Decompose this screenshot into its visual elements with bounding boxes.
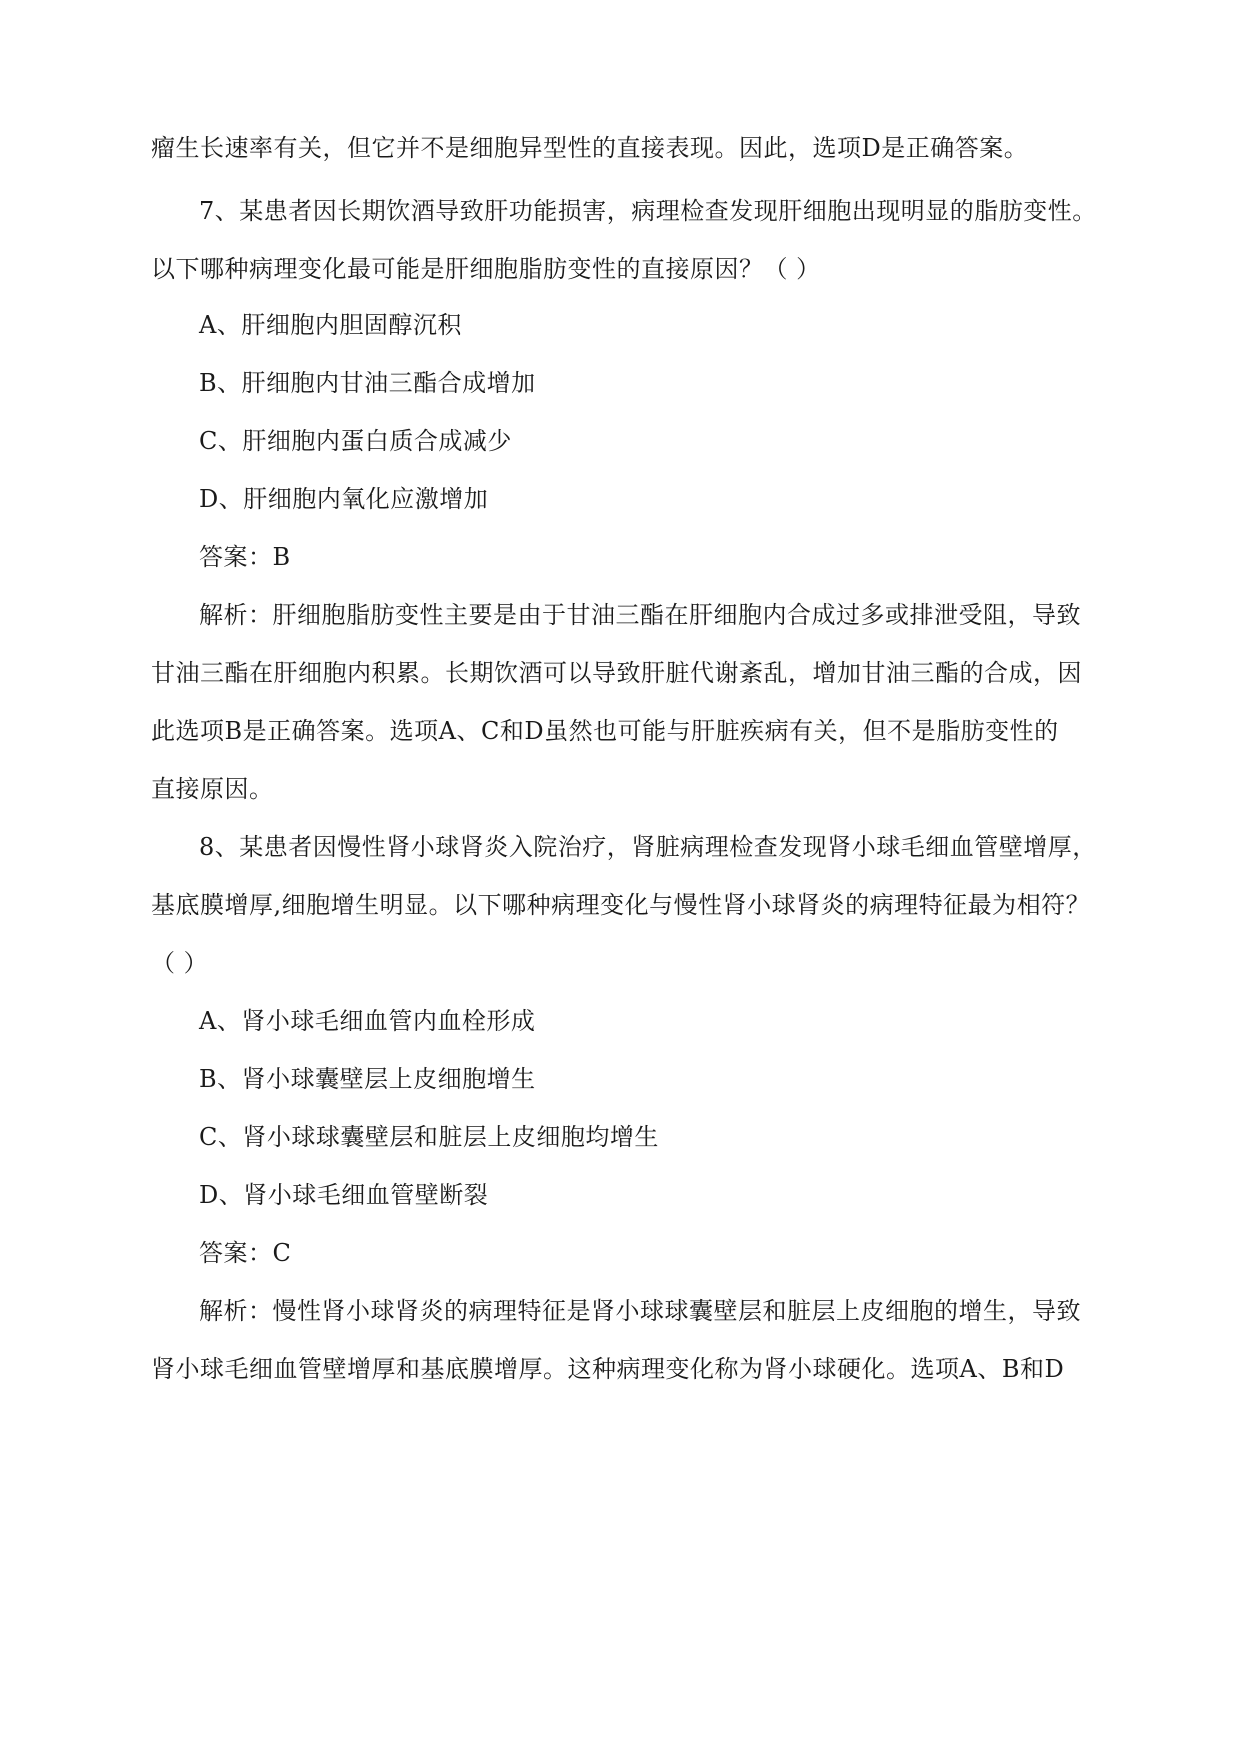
- question-8-option-d: D、肾小球毛细血管壁断裂: [199, 1181, 489, 1209]
- question-7-analysis-line-4: 直接原因。: [151, 775, 274, 803]
- question-8-option-c: C、肾小球球囊壁层和脏层上皮细胞均增生: [199, 1123, 659, 1151]
- question-8-analysis-line-2: 肾小球毛细血管壁增厚和基底膜增厚。这种病理变化称为肾小球硬化。选项A、B和D: [151, 1355, 1065, 1383]
- question-8-analysis-line-1: 解析：慢性肾小球肾炎的病理特征是肾小球球囊壁层和脏层上皮细胞的增生，导致: [199, 1297, 1081, 1325]
- question-7-option-b: B、肝细胞内甘油三酯合成增加: [199, 369, 536, 397]
- question-8-option-a: A、肾小球毛细血管内血栓形成: [199, 1007, 536, 1035]
- question-7-option-d: D、肝细胞内氧化应激增加: [199, 485, 489, 513]
- question-8-stem-line-1: 8、某患者因慢性肾小球肾炎入院治疗，肾脏病理检查发现肾小球毛细血管壁增厚，: [199, 833, 1097, 861]
- question-8-stem-line-3: （ ）: [151, 949, 209, 977]
- question-7-stem-line-1: 7、某患者因长期饮酒导致肝功能损害，病理检查发现肝细胞出现明显的脂肪变性。: [199, 197, 1097, 225]
- question-7-option-a: A、肝细胞内胆固醇沉积: [199, 311, 462, 339]
- continuation-text: 瘤生长速率有关，但它并不是细胞异型性的直接表现。因此，选项D是正确答案。: [151, 134, 1029, 162]
- question-7-stem-line-2: 以下哪种病理变化最可能是肝细胞脂肪变性的直接原因？（ ）: [151, 255, 821, 283]
- question-7-analysis-line-2: 甘油三酯在肝细胞内积累。长期饮酒可以导致肝脏代谢紊乱，增加甘油三酯的合成，因: [151, 659, 1082, 687]
- question-7-option-c: C、肝细胞内蛋白质合成减少: [199, 427, 512, 455]
- question-8-option-b: B、肾小球囊壁层上皮细胞增生: [199, 1065, 536, 1093]
- question-7-answer: 答案：B: [199, 543, 291, 571]
- question-7-analysis-line-1: 解析：肝细胞脂肪变性主要是由于甘油三酯在肝细胞内合成过多或排泄受阻，导致: [199, 601, 1081, 629]
- question-8-stem-line-2: 基底膜增厚,细胞增生明显。以下哪种病理变化与慢性肾小球肾炎的病理特征最为相符？: [151, 891, 1091, 919]
- question-8-answer: 答案：C: [199, 1239, 292, 1267]
- question-7-analysis-line-3: 此选项B是正确答案。选项A、C和D虽然也可能与肝脏疾病有关，但不是脂肪变性的: [151, 717, 1059, 745]
